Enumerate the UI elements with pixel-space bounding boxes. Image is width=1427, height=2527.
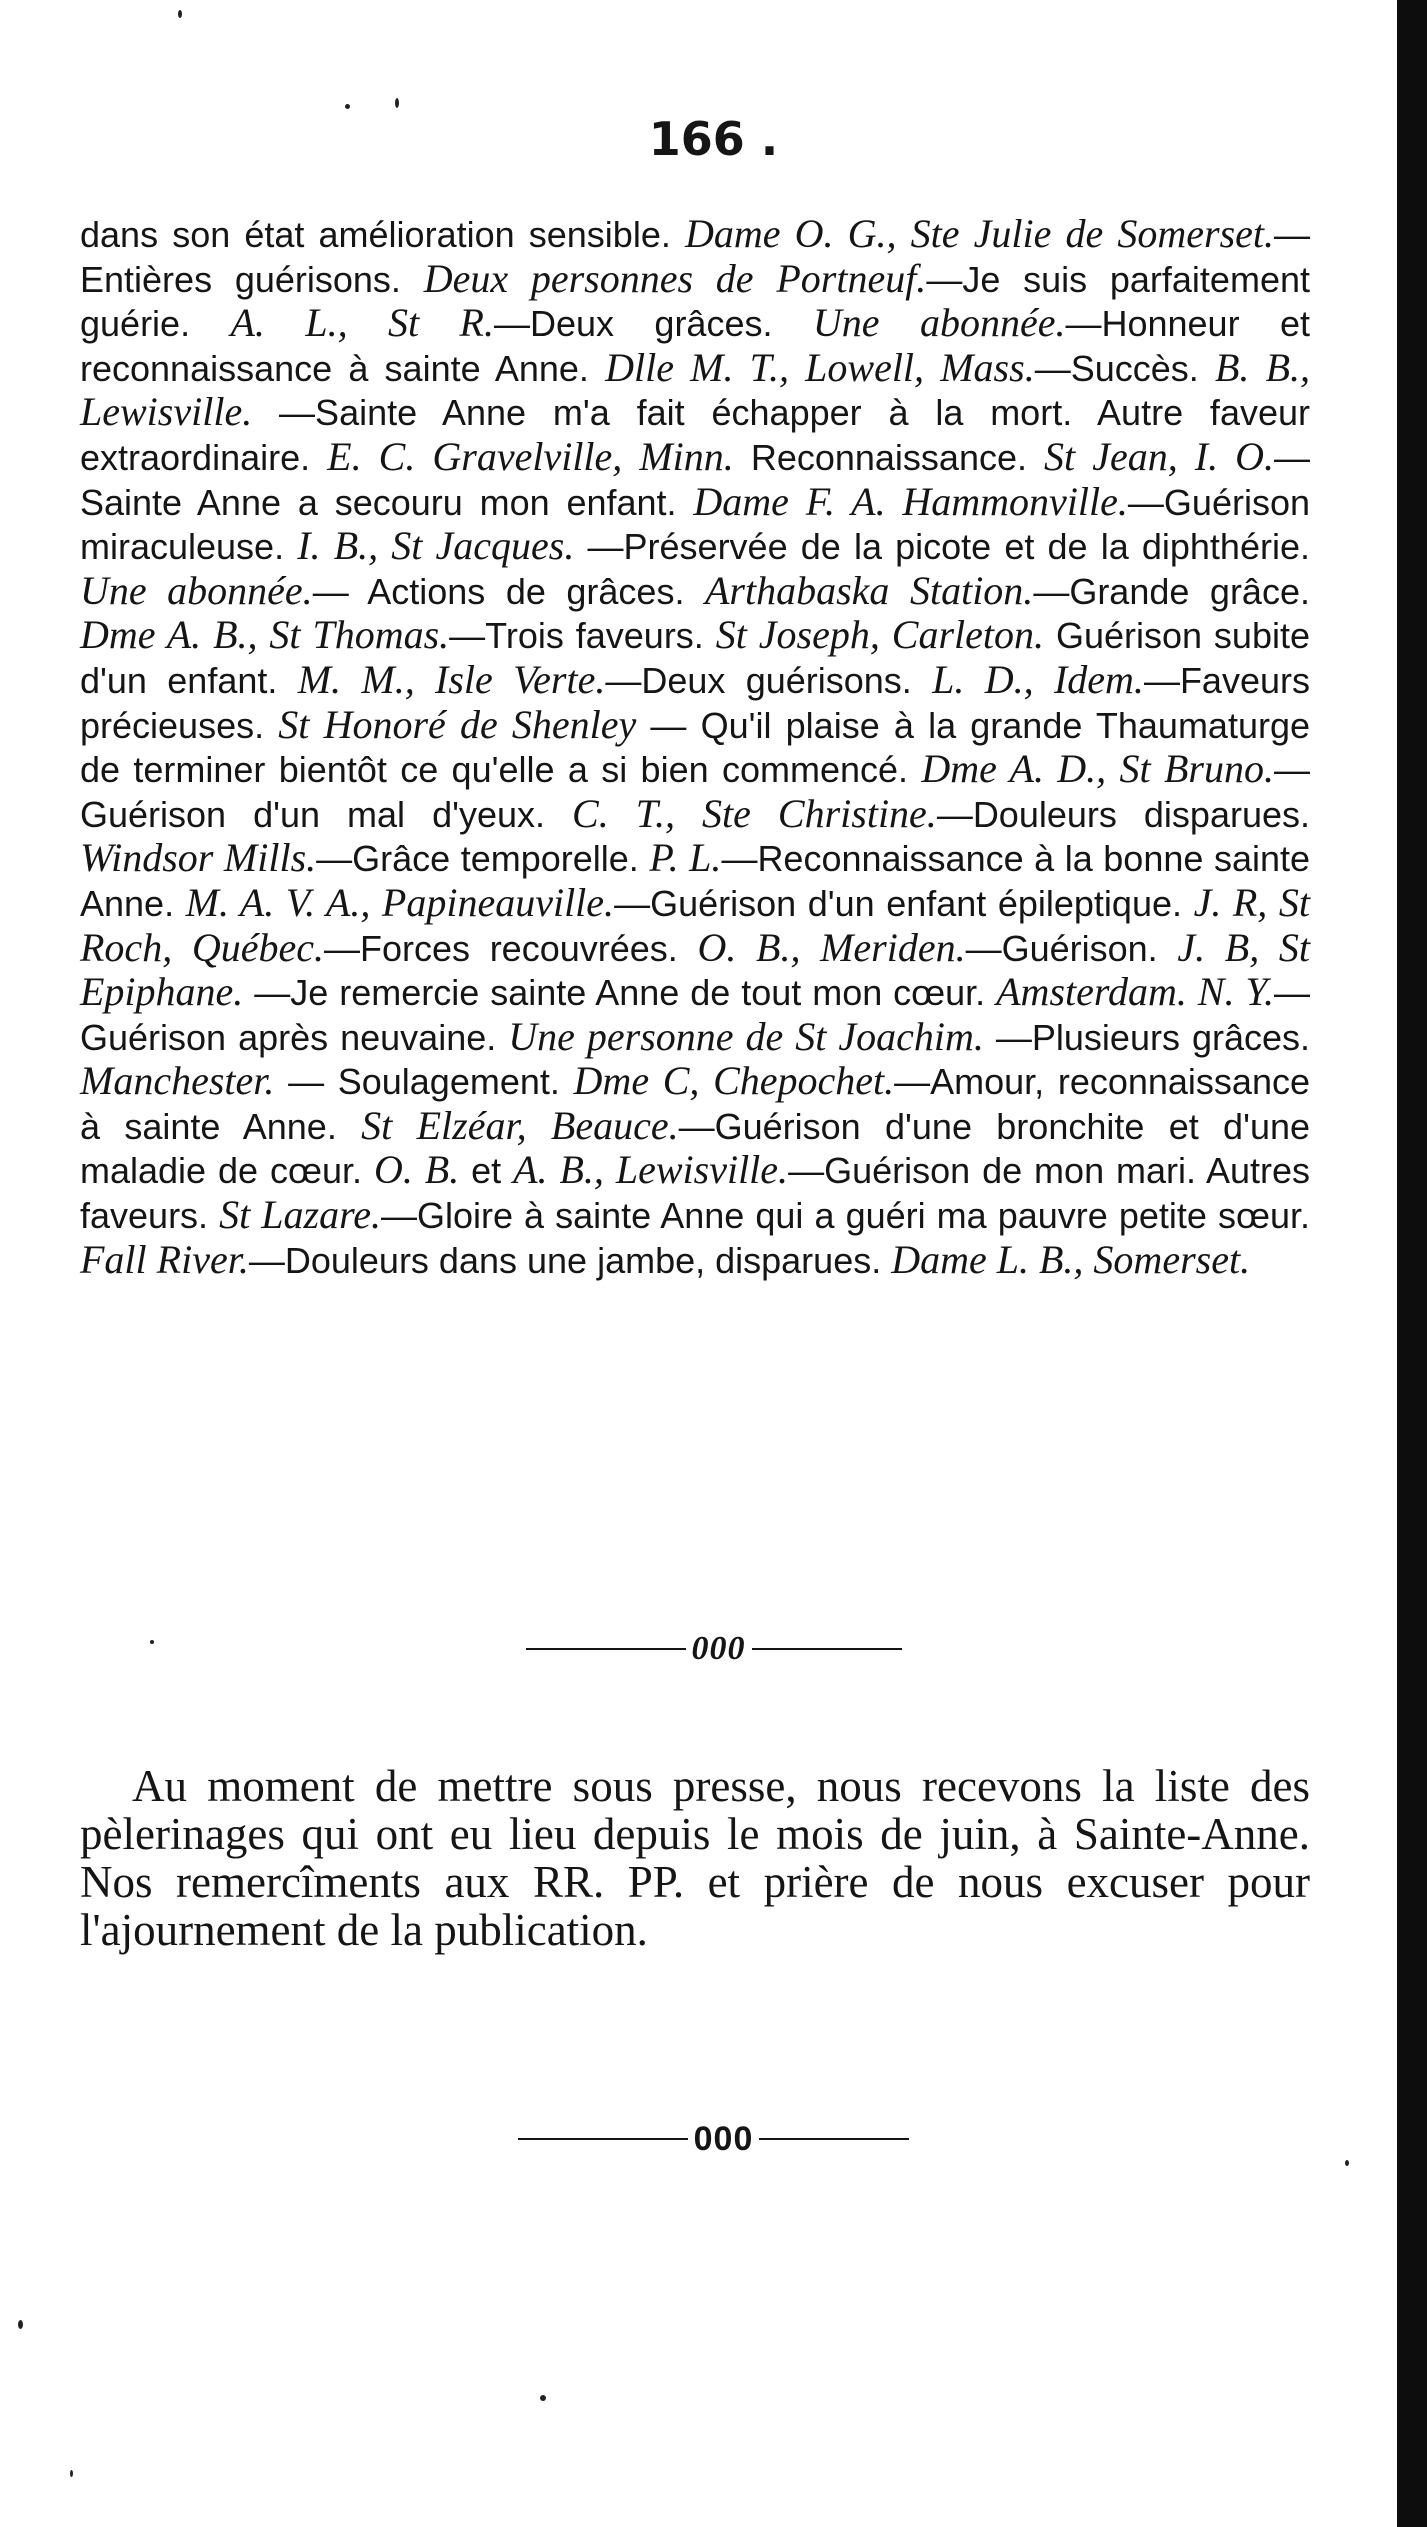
entry-signature: M. M., Isle Verte. (297, 656, 606, 702)
entry-text: —Guérison de mon mari. Autres faveurs. (80, 1150, 1311, 1237)
entry-text: —Deux grâces. (493, 303, 813, 345)
entry-signature: Amsterdam. N. Y. (996, 969, 1274, 1015)
entry-signature: L. D., Idem. (932, 656, 1144, 702)
entry-signature: I. B., St Jacques. (297, 523, 575, 569)
entry-signature: E. C. Gravelville, Minn. (327, 433, 734, 479)
entry-text: —Amour, reconnaissance à sainte Anne. (80, 1061, 1310, 1147)
entry-text: —Préservée de la picote et de la diphthérie. (574, 526, 1310, 568)
print-speck (1345, 2160, 1349, 2166)
entry-signature: Dlle M. T., Lowell, Mass. (605, 344, 1035, 390)
entry-signature: B. B., Lewisville. (80, 344, 1311, 435)
entry-signature: St Elzéar, Beauce. (361, 1102, 679, 1148)
entry-signature: Dame O. G., Ste Julie de Somerset. (684, 211, 1274, 256)
press-notice: Au moment de mettre sous presse, nous recevons la liste des pèlerinages qui ont eu lieu depuis le mois de juin, à Sainte-Anne. Nos remercîments aux RR. PP. et prière de nous excuser pour l'ajournement de la publication. (80, 1761, 1310, 1955)
entry-text: — Soulagement. (274, 1061, 574, 1103)
entry-signature: Une abonnée. (812, 300, 1066, 346)
entry-text: —Entières guérisons. (80, 214, 1310, 300)
favours-text (80, 212, 1310, 1282)
print-speck (18, 2320, 23, 2329)
entry-text: —Faveurs précieuses. (80, 659, 1310, 746)
entry-text: —Guérison d'un mal d'yeux. (80, 749, 1310, 835)
entry-text: —Guérison d'un enfant épileptique. (614, 882, 1194, 924)
entry-text: — Qu'il plaise à la grande Thaumaturge de terminer bientôt ce qu'elle a si bien commencé. (80, 704, 1311, 791)
entry-text: —Forces recouvrées. (324, 927, 698, 969)
entry-text: —Grâce temporelle. (316, 838, 650, 880)
entry-signature: J. B, St Epiphane. (80, 924, 1310, 1015)
entry-signature: Dame L. B., Somerset. (891, 1236, 1251, 1282)
entry-text: —Deux guérisons. (605, 659, 933, 701)
entry-text: —Succès. (1034, 347, 1215, 389)
separator-rule-left (518, 2138, 688, 2140)
entry-signature: St Lazare. (219, 1192, 381, 1238)
entry-text: —Reconnaissance à la bonne sainte Anne. (80, 838, 1311, 924)
entry-signature: A. B., Lewisville. (513, 1147, 789, 1193)
entry-signature: Dme C, Chepochet. (573, 1058, 895, 1104)
entry-signature: C. T., Ste Christine. (572, 790, 937, 836)
entry-signature: J. R, St Roch, Québec. (80, 879, 1310, 970)
entry-signature: St Jean, I. O. (1044, 433, 1275, 479)
entry-text: —Douleurs disparues. (936, 793, 1310, 835)
entry-text: —Je remercie sainte Anne de tout mon cœur. (243, 972, 997, 1014)
print-speck (150, 1640, 154, 1644)
entry-text: —Je suis parfaitement guérie. (80, 258, 1310, 345)
entry-signature: St Honoré de Shenley (278, 701, 637, 747)
separator-mark: 000 (691, 1630, 746, 1668)
separator-top (0, 1628, 1427, 1668)
entry-text: Reconnaissance. (733, 436, 1045, 478)
entry-signature: P. L. (649, 835, 722, 881)
entry-signature: Manchester. (80, 1058, 275, 1104)
print-speck (178, 10, 182, 18)
print-speck (345, 104, 350, 109)
entry-text: —Plusieurs grâces. (983, 1016, 1310, 1058)
entry-text: — Actions de grâces. (312, 570, 705, 612)
entry-signature: St Joseph, Carleton. (715, 612, 1045, 658)
entry-text: —Sainte Anne a secouru mon enfant. (80, 436, 1311, 523)
entry-text: —Honneur et reconnaissance à sainte Anne. (80, 303, 1310, 389)
separator-rule-right (752, 1648, 902, 1650)
entry-signature: M. A. V. A., Papineauville. (185, 879, 615, 925)
entry-signature: Arthabaska Station. (705, 567, 1034, 613)
separator-rule-left (526, 1648, 686, 1650)
entry-signature: Une personne de St Joachim. (508, 1013, 984, 1059)
entry-signature: O. B., Meriden. (697, 924, 966, 970)
entry-text: Guérison subite d'un enfant. (80, 615, 1310, 701)
entry-signature: Dme A. B., St Thomas. (80, 612, 450, 658)
print-speck (395, 98, 399, 108)
page-number: 166 . (648, 112, 779, 166)
separator-bottom (0, 2118, 1427, 2159)
entry-text: —Guérison après neuvaine. (80, 972, 1310, 1058)
entry-text: —Guérison d'une bronchite et d'une maladie de cœur. (80, 1105, 1311, 1192)
entry-text: —Guérison miraculeuse. (80, 481, 1310, 568)
entry-signature: Deux personnes de Portneuf. (423, 255, 927, 301)
entry-signature: A. L., St R. (230, 300, 494, 346)
entry-signature: Fall River. (80, 1236, 249, 1282)
entry-signature: Dame F. A. Hammonville. (693, 478, 1128, 524)
entry-text: —Guérison. (965, 927, 1178, 969)
print-speck (70, 2470, 73, 2477)
entry-text: dans son état amélioration sensible. (80, 214, 685, 255)
entry-text: et (459, 1150, 514, 1192)
print-speck (540, 2395, 546, 2401)
separator-rule-right (759, 2138, 909, 2140)
entry-signature: Une abonnée. (80, 567, 313, 613)
entry-signature: O. B. (373, 1147, 460, 1193)
entry-text: —Sainte Anne m'a fait échapper à la mort. Autre faveur extraordinaire. (80, 392, 1310, 478)
entry-signature: Windsor Mills. (80, 835, 317, 881)
entry-signature: Dme A. D., St Bruno. (921, 746, 1274, 792)
separator-mark: 000 (693, 2119, 754, 2158)
entry-text: —Trois faveurs. (449, 615, 716, 657)
entry-text: —Grande grâce. (1033, 570, 1310, 612)
entry-text: —Gloire à sainte Anne qui a guéri ma pauvre petite sœur. (380, 1195, 1311, 1237)
entry-text: —Douleurs dans une jambe, disparues. (248, 1239, 892, 1281)
